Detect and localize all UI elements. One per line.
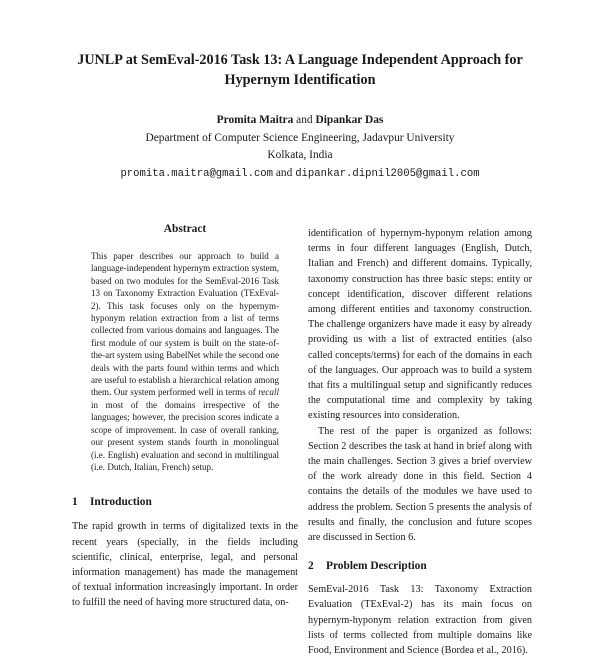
paper-title — [40, 50, 560, 90]
abstract-text-part-2: in most of the domains irrespective of the languages; however, the precision scores indicate a scope of improvement. In case of overall ranking, our present system stands fourth in monolingual (i.e. English) evaluation and second in multilingual (i.e. Dutch, Italian, French) setup. — [91, 399, 279, 472]
title-line-2: Hypernym Identification — [224, 72, 376, 88]
title-line-1: JUNLP at SemEval-2016 Task 13: A Language Independent Approach for — [77, 52, 523, 68]
author-names — [40, 112, 560, 130]
author-1: Promita Maitra — [216, 114, 294, 126]
left-column — [72, 222, 298, 611]
email-1: promita.maitra@gmail.com — [120, 167, 274, 180]
section-1-heading — [72, 495, 298, 509]
section-1-paragraph: The rapid growth in terms of digitalized texts in the recent years (specially, in the fields including scientific, clinical, enterprise, legal, and personal information management) has made the management of textual information increasingly important. In order to fulfill the need of having more structured data, on- — [72, 521, 298, 609]
author-2: Dipankar Das — [315, 114, 384, 126]
intro-continued-paragraph: identification of hypernym-hyponym relation among terms in four different languages (English, Dutch, Italian and French) and different domains. Typically, taxonomy construction has three basic steps: entity or concept identification, discover different relations among different entities and taxonomy construction. The challenge organizers have made it easy by already providing us with a list of extracted entities (also called concepts/terms) for each of the domains in each of the languages. Our approach was to build a system that fits a multilingual setup and significantly reduces the computational time and complexity by taking existing resources into consideration. — [308, 228, 532, 422]
section-2-heading — [308, 559, 532, 573]
emails — [40, 165, 560, 184]
author-conjunction: and — [296, 114, 313, 126]
abstract-heading: Abstract — [163, 223, 207, 235]
section-1-number: 1 — [72, 496, 78, 509]
email-conjunction: and — [275, 166, 293, 179]
author-block — [40, 112, 560, 183]
paper-organization-paragraph: The rest of the paper is organized as follows: Section 2 describes the task at hand in brief along with the main challenges. Section 3 gives a brief overview of the work already done in this field. Section 4 contains the details of the modules we have used to address the problem. Section 5 presents the analysis of results and finally, the conclusion and future scopes are discussed in Section 6. — [308, 425, 532, 544]
section-2-title: Problem Description — [326, 560, 427, 573]
affiliation: Department of Computer Science Engineering, Jadavpur University — [145, 131, 455, 144]
abstract-text — [91, 250, 279, 473]
section-1-title: Introduction — [90, 496, 152, 509]
abstract-text-part-1: This paper describes our approach to build a language-independent hypernym extraction system, based on two modules for the SemEval-2016 Task 13 on Taxonomy Extraction Evaluation (TExEval-2). This task focuses only on the hypernym-hyponym relation extraction from a list of terms collected from various domains and languages. The first module of our system is built on the state-of-the-art system using BabelNet while the second one deals with the parts found within terms and which are useful to establish a hierarchical relation among them. Our system performed well in terms of — [91, 251, 279, 398]
right-column — [308, 226, 532, 658]
location: Kolkata, India — [267, 149, 333, 161]
abstract-recall-word: recall — [258, 387, 279, 398]
section-2-paragraph: SemEval-2016 Task 13: Taxonomy Extraction Evaluation (TExEval-2) has its main focus on hypernym-hyponym relation extraction from given lists of terms collected from multiple domains like Food, Environment and Science (Bordea et al., 2016). — [308, 584, 532, 657]
section-2-number: 2 — [308, 560, 314, 573]
email-2: dipankar.dipnil2005@gmail.com — [295, 167, 480, 180]
